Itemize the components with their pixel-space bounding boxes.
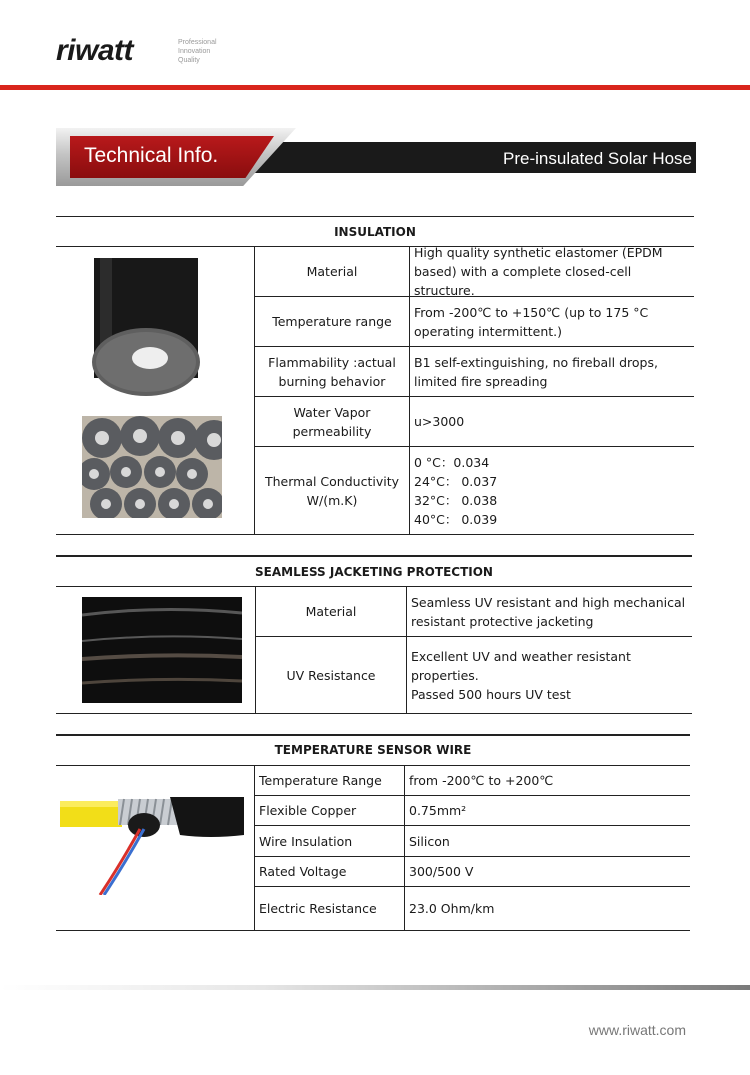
table-rule (56, 930, 690, 931)
jacketing-value-material: Seamless UV resistant and high mechanical resistant protective jacketing (411, 594, 686, 629)
insulation-value-material: High quality synthetic elastomer (EPDM based) with a complete closed-cell structure. (414, 245, 663, 298)
riwatt-logo (56, 34, 133, 68)
sensor-value-insulation: Silicon (409, 833, 450, 849)
footer-gradient-rule (0, 985, 750, 990)
sensor-value-resistance: 23.0 Ohm/km (409, 901, 495, 916)
insulation-title: INSULATION (334, 225, 416, 239)
table-rule (56, 216, 694, 217)
insulation-label-water-vapor: Water Vapor permeability (292, 404, 372, 439)
jacketing-value-uv: Excellent UV and weather resistant properties. Passed 500 hours UV test (411, 648, 631, 702)
tagline-line-2: Innovation (178, 48, 211, 55)
table-rule (56, 734, 690, 736)
tagline-line-3: Quality (178, 57, 200, 64)
table-rule (56, 713, 692, 714)
sensor-label-temperature: Temperature Range (259, 773, 382, 788)
insulation-label-material: Material (306, 264, 358, 279)
footer-website-url: www.riwatt.com (588, 1022, 686, 1038)
sensor-value-voltage: 300/500 V (409, 864, 474, 879)
header-red-rule (0, 85, 750, 90)
sensor-title: TEMPERATURE SENSOR WIRE (274, 743, 472, 757)
sensor-label-copper: Flexible Copper (259, 803, 357, 818)
sensor-label-resistance: Electric Resistance (259, 901, 377, 916)
sensor-wire-photo (60, 795, 244, 895)
banner-title: Technical Info. (84, 144, 219, 167)
insulation-value-water-vapor: u>3000 (414, 414, 465, 429)
table-rule (56, 555, 692, 557)
insulation-label-temperature: Temperature range (272, 314, 392, 329)
insulation-tube-photo (84, 258, 208, 400)
jacketing-label-material: Material (305, 604, 357, 619)
jacketing-title: SEAMLESS JACKETING PROTECTION (255, 565, 493, 579)
sensor-label-voltage: Rated Voltage (259, 864, 347, 879)
logo-tagline (178, 38, 217, 65)
tagline-line-1: Professional (178, 39, 217, 46)
insulation-value-temperature: From -200℃ to +150℃ (up to 175 °C operating intermittent.) (414, 304, 649, 339)
table-rule (56, 534, 694, 535)
banner-subtitle: Pre-insulated Solar Hose (503, 149, 692, 168)
insulation-label-flammability: Flammability :actual burning behavior (268, 354, 396, 389)
jacketing-label-uv: UV Resistance (286, 667, 376, 683)
insulation-tubes-stack-photo (82, 416, 222, 518)
insulation-value-flammability: B1 self-extinguishing, no fireball drops, limited fire spreading (414, 354, 658, 389)
sensor-value-copper: 0.75mm² (409, 803, 467, 818)
logo-text: riwatt (56, 34, 134, 67)
sensor-value-temperature: from -200℃ to +200℃ (409, 773, 554, 788)
sensor-label-insulation: Wire Insulation (259, 833, 353, 849)
insulation-label-thermal: Thermal Conductivity W/(m.K) (264, 473, 400, 508)
jacketing-hose-photo (82, 597, 242, 703)
insulation-value-thermal: 0 °C：0.034 24°C： 0.037 32°C： 0.038 40°C： 0.039 (414, 454, 498, 527)
